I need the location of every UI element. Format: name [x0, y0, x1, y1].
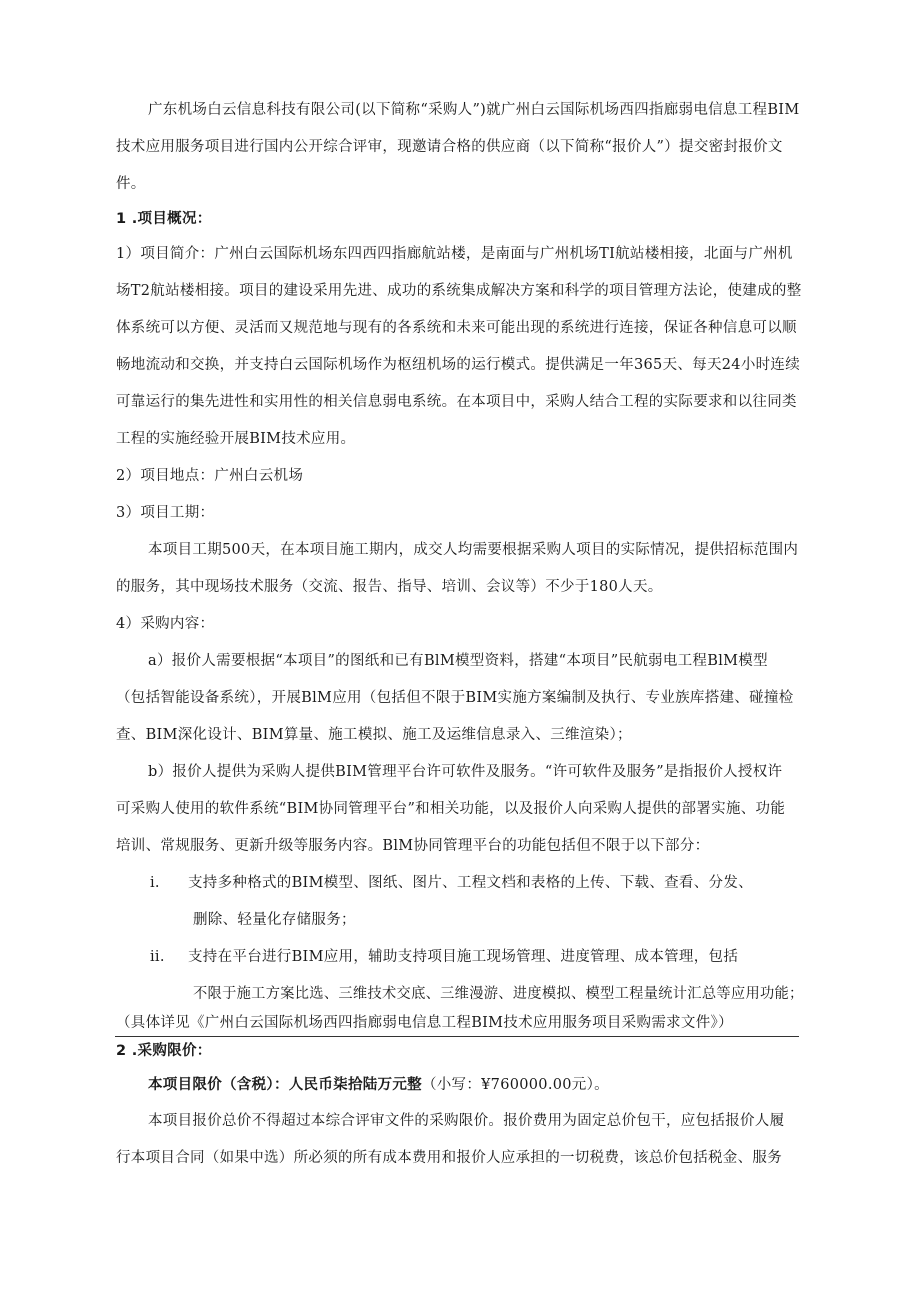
intro-line-2: 技术应用服务项目进行国内公开综合评审，现邀请合格的供应商（以下简称“报价人”）提交密封报价文 [116, 139, 783, 155]
item-a-line-1: a）报价人需要根据“本项目”的图纸和已有BlM模型资料，搭建“本项目”民航弱电工程BlM模型 [148, 653, 768, 669]
project-intro-line-4: 畅地流动和交换，并支持白云国际机场作为枢纽机场的运行模式。提供满足一年365天、每天24小时连续 [116, 357, 801, 373]
project-intro-line-5: 可靠运行的集先进性和实用性的相关信息弱电系统。在本项目中，采购人结合工程的实际要求和以往同类 [116, 394, 797, 410]
intro-line-1: 广东机场白云信息科技有限公司(以下简称“采购人”)就广州白云国际机场西四指廊弱电信息工程BIM [148, 102, 800, 118]
project-intro-line-1: 1）项目简介：广州白云国际机场东四西四指廊航站楼，是南面与广州机场TI航站楼相接，北面与广州机 [116, 246, 793, 262]
roman-i-marker: i. [150, 875, 160, 891]
item-b-line-1: b）报价人提供为采购人提供BIM管理平台许可软件及服务。“许可软件及服务”是指报价人授权许 [148, 764, 783, 780]
roman-ii-line-1: 支持在平台进行BIM应用，辅助支持项目施工现场管理、进度管理、成本管理，包括 [188, 949, 739, 965]
terms-line-1: 本项目报价总价不得超过本综合评审文件的采购限价。报价费用为固定总价包干，应包括报价人履 [148, 1113, 785, 1129]
detail-reference: （具体详见《广州白云国际机场西四指廊弱电信息工程BIM技术应用服务项目采购需求文件》） [116, 1015, 733, 1031]
intro-line-3: 件。 [116, 176, 146, 192]
section-heading-2: 2 .采购限价： [116, 1043, 212, 1059]
section-heading-1: 1 .项目概况： [116, 211, 212, 227]
project-period-line-1: 本项目工期500天，在本项目施工期内，成交人均需要根据采购人项目的实际情况，提供招标范围内 [148, 542, 799, 558]
price-limit-line [148, 1075, 609, 1095]
roman-ii-line-2: 不限于施工方案比选、三维技术交底、三维漫游、进度模拟、模型工程量统计汇总等应用功能； [193, 986, 804, 1002]
price-limit-amount: （小写：¥760000.00元）。 [421, 1077, 609, 1093]
item-b-line-2: 可采购人使用的软件系统“BIM协同管理平台”和相关功能，以及报价人向采购人提供的部署实施、功能 [116, 801, 786, 817]
item-b-line-3: 培训、常规服务、更新升级等服务内容。BlM协同管理平台的功能包括但不限于以下部分： [116, 838, 710, 854]
terms-line-2: 行本项目合同（如果中选）所必须的所有成本费用和报价人应承担的一切税费，该总价包括税金、服务 [116, 1150, 782, 1166]
project-period-label: 3）项目工期： [116, 505, 215, 521]
project-intro-line-6: 工程的实施经验开展BIM技术应用。 [116, 431, 356, 447]
project-location: 2）项目地点：广州白云机场 [116, 468, 304, 484]
item-a-line-3: 查、BIM深化设计、BIM算量、施工模拟、施工及运维信息录入、三维渲染）； [116, 727, 632, 743]
roman-i-line-2: 删除、轻量化存储服务； [193, 912, 356, 928]
price-limit-bold: 本项目限价（含税）：人民币柒拾陆万元整 [148, 1077, 422, 1093]
roman-i-line-1: 支持多种格式的BIM模型、图纸、图片、工程文档和表格的上传、下载、查看、分发、 [188, 875, 753, 891]
project-intro-line-3: 体系统可以方便、灵活而又规范地与现有的各系统和未来可能出现的系统进行连接，保证各种信息可以顺 [116, 320, 797, 336]
procurement-content-label: 4）采购内容： [116, 616, 215, 632]
roman-ii-marker: ii. [150, 949, 165, 965]
project-intro-line-2: 场T2航站楼相接。项目的建设采用先进、成功的系统集成解决方案和科学的项目管理方法论，使建成的整 [116, 283, 802, 299]
item-a-line-2: （包括智能设备系统），开展BlM应用（包括但不限于BIM实施方案编制及执行、专业族库搭建、碰撞检 [116, 690, 794, 706]
project-period-line-2: 的服务，其中现场技术服务（交流、报告、指导、培训、会议等）不少于180人天。 [116, 579, 663, 595]
section-divider [115, 1036, 799, 1037]
